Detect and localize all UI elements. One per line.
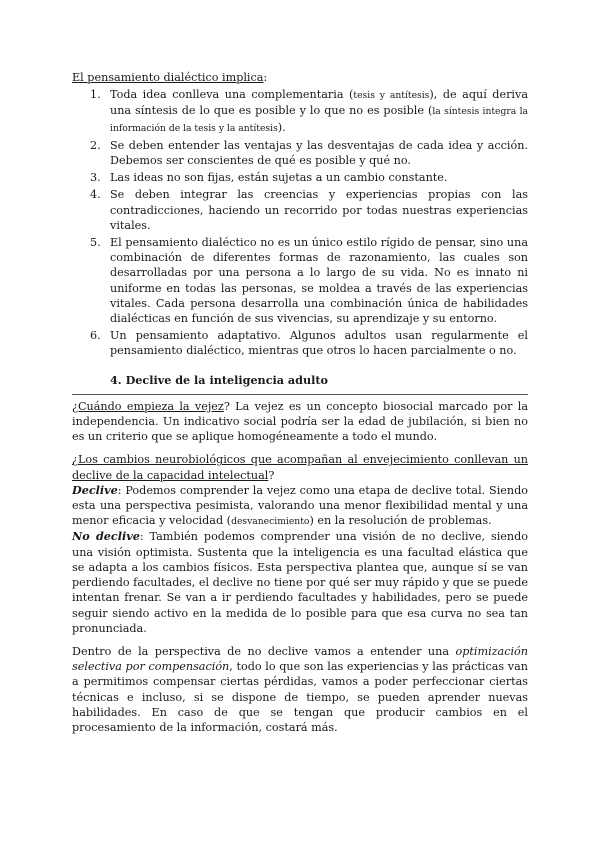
intro-line (72, 70, 528, 85)
paragraph-text: : Podemos comprender la vejez como una etapa de declive total. Siendo esta una perspectiva pesimista, valorando una menor flexibilidad mental y una menor eficacia y velocidad ( (72, 483, 528, 528)
list-text: ). (277, 120, 286, 134)
document-page (72, 70, 528, 743)
paragraph-text: , todo lo que son las experiencias y las prácticas van a permitimos compensar ciertas pérdidas, vamos a poder perfeccionar ciertas técnicas e incluso, si se dispone de tiempo, se pueden aprender nuevas habilidades. En caso de que se tengan que producir cambios en el procesamiento de la información, costará más. (72, 660, 528, 734)
intro-text: El pensamiento dialéctico implica (72, 71, 264, 84)
list-item (72, 87, 528, 136)
paragraph-optimizacion (72, 644, 528, 735)
term-no-declive: No declive (72, 529, 140, 544)
list-text: Las ideas no son fijas, están sujetas a un cambio constante. (110, 171, 448, 185)
paragraph-declive (72, 483, 528, 530)
list-number: 6. (90, 329, 101, 343)
paragraph-text: : También podemos comprender una visión de no declive, siendo una visión optimista. Sustenta que la inteligencia es una facultad elástica que se adapta a los cambios físicos. Esta perspectiva plantea que, aunque sí se van perdiendo facultades, el declive no tiene por qué ser muy rápido y que se puede intentan frenar. Se van a ir perdiendo facultades y habilidades, pero se puede seguir siendo activo en la medida de lo posible para que esa curva no sea tan pronunciada. (72, 530, 528, 635)
list-number: 1. (90, 88, 101, 102)
list-number: 3. (90, 171, 101, 185)
list-text: ), de aquí deriva una síntesis de lo que es posible y lo que no es posible ( (110, 88, 528, 118)
paragraph-neurobiologicos (72, 452, 528, 482)
section-heading: 4. Declive de la inteligencia adulto (110, 372, 328, 387)
paragraph-text-small: desvanecimiento (231, 516, 310, 528)
paragraph-text: Dentro de la perspectiva de no declive vamos a entender una (72, 644, 456, 658)
list-item (72, 187, 528, 233)
list-text: Se deben entender las ventajas y las desventajas de cada idea y acción. Debemos ser conscientes de qué es posible y qué no. (110, 138, 528, 168)
paragraph-text: ) en la resolución de problemas. (309, 514, 492, 528)
dialectic-list (72, 87, 528, 358)
list-text-small: tesis y antítesis (353, 90, 430, 102)
list-text: El pensamiento dialéctico no es un único estilo rígido de pensar, sino una combinación de diferentes formas de razonamiento, las cuales son desarrolladas por una persona a lo largo de su vida. No es innato ni uniforme en todas las personas, se moldea a través de las experiencias vitales. Cada persona desarrolla una combinación única de habilidades dialécticas en función de sus vivencias, su aprendizaje y su entorno. (110, 236, 528, 326)
list-number: 5. (90, 236, 101, 250)
list-text: Un pensamiento adaptativo. Algunos adultos usan regularmente el pensamiento dialéctico, mientras que otros lo hacen parcialmente o no. (110, 329, 528, 358)
list-item (72, 138, 528, 168)
list-item (72, 170, 528, 185)
question-neurobiologicos: ¿Los cambios neurobiológicos que acompañan al envejecimiento conllevan un declive de la capacidad intelectual (72, 453, 528, 482)
paragraph-no-declive (72, 529, 528, 635)
list-item (72, 328, 528, 358)
term-optimizacion: optimización selectiva por compensación (72, 644, 528, 674)
list-number: 2. (90, 138, 101, 152)
list-number: 4. (90, 188, 101, 202)
question-vejez: ¿Cuándo empieza la vejez (72, 399, 224, 413)
paragraph-text: ? La vejez es un concepto biosocial marcado por la independencia. Un indicativo social podría ser la edad de jubilación, si bien no es un criterio que se aplique homogéneamente a todo el mundo. (72, 399, 528, 444)
term-declive: Declive (72, 482, 118, 497)
paragraph-vejez (72, 399, 528, 445)
list-text: Se deben integrar las creencias y experiencias propias con las contradicciones, haciendo un recorrido por todas nuestras experiencias vitales. (110, 188, 528, 232)
intro-colon: : (263, 71, 268, 84)
list-item (72, 235, 528, 326)
list-text-small: la síntesis integra la información de la tesis y la antítesis (110, 106, 528, 134)
list-text: Toda idea conlleva una complementaria ( (110, 88, 354, 102)
paragraph-text: ? (268, 468, 275, 482)
section-divider (72, 394, 528, 395)
